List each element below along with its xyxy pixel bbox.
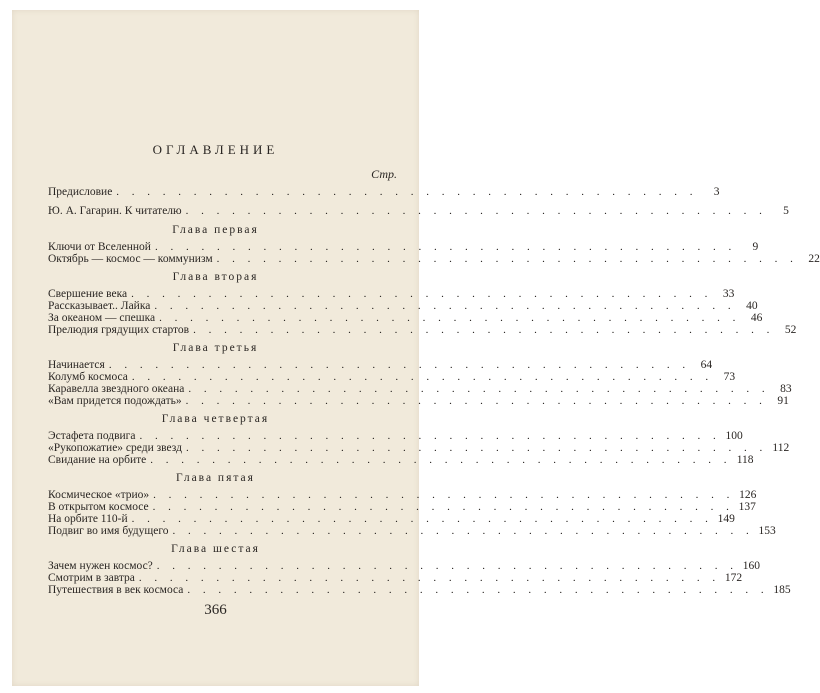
toc-entry-text: Прелюдия грядущих стартов xyxy=(48,324,190,336)
toc-entry xyxy=(48,395,789,408)
toc-entry-page: 33 xyxy=(722,288,735,300)
toc-entry-page: 5 xyxy=(783,205,789,217)
toc-entry-text: Эстафета подвига xyxy=(48,430,136,442)
leader-dots: . . . . . . . . . . . . . . . . . . . . . . . . . . . . . . . . . . . . . . xyxy=(216,253,798,265)
leader-dots: . . . . . . . . . . . . . . . . . . . . . . . . . . . . . . . . . . . . . . xyxy=(185,205,767,217)
toc-entry-page: 9 xyxy=(752,241,759,253)
page-column-header: Стр. xyxy=(371,167,397,181)
leader-dots: . . . . . . . . . . . . . . . . . . . . . . . . . . . . . . . . . . . . . . xyxy=(185,395,767,407)
chapter-heading: Глава вторая xyxy=(172,271,259,283)
leader-dots: . . . . . . . . . . . . . . . . . . . . . . . . . . . . . . . . . . . . . . xyxy=(152,501,734,513)
toc-entry-text: Свидание на орбите xyxy=(48,454,147,466)
toc-entry-page: 73 xyxy=(723,371,736,383)
toc-entry xyxy=(48,584,791,597)
toc-entry-page: 126 xyxy=(739,489,757,501)
toc-entry xyxy=(48,186,720,199)
chapter-heading: Глава четвертая xyxy=(161,413,270,425)
toc-entry-page: 112 xyxy=(772,442,790,454)
toc-entry-page: 22 xyxy=(808,253,820,265)
toc-entry-text: В открытом космосе xyxy=(48,501,149,513)
book-page xyxy=(12,10,820,686)
chapter-heading: Глава третья xyxy=(172,342,259,354)
toc-entry xyxy=(48,454,754,467)
toc-entry-text: На орбите 110-й xyxy=(48,513,128,525)
toc-entry-text: Зачем нужен космос? xyxy=(48,560,153,572)
leader-dots: . . . . . . . . . . . . . . . . . . . . . . . . . . . . . . . . . . . . . . xyxy=(172,525,754,537)
leader-dots: . . . . . . . . . . . . . . . . . . . . . . . . . . . . . . . . . . . . . . xyxy=(154,241,737,253)
toc-entry-text: Космическое «трио» xyxy=(48,489,150,501)
leader-dots: . . . . . . . . . . . . . . . . . . . . . . . . . . . . . . . . . . . . . . xyxy=(188,383,770,395)
leader-dots: . . . . . . . . . . . . . . . . . . . . . . . . . . . . . . . . . . . . . . xyxy=(187,584,769,596)
toc-entry-page: 83 xyxy=(780,383,792,395)
toc-entry-text: «Рукопожатие» среди звезд xyxy=(48,442,182,454)
toc-entry-text: Предисловие xyxy=(48,186,113,198)
toc-entry-page: 149 xyxy=(717,513,735,525)
chapter-heading: Глава пятая xyxy=(176,472,255,484)
toc-entry-text: Колумб космоса xyxy=(48,371,128,383)
toc-entry xyxy=(48,324,797,337)
toc-entry-page: 64 xyxy=(700,359,713,371)
chapter-heading: Глава шестая xyxy=(171,543,260,555)
toc-entry-page: 118 xyxy=(736,454,754,466)
leader-dots: . . . . . . . . . . . . . . . . . . . . . . . . . . . . . . . . . . . . . . xyxy=(159,312,741,324)
toc-entry-text: За океаном — спешка xyxy=(48,312,156,324)
leader-dots: . . . . . . . . . . . . . . . . . . . . . . . . . . . . . . . . . . . . . . xyxy=(138,572,721,584)
toc-entry xyxy=(48,205,789,218)
toc-entry xyxy=(48,525,776,538)
leader-dots: . . . . . . . . . . . . . . . . . . . . . . . . . . . . . . . . . . . . . . xyxy=(156,560,739,572)
leader-dots: . . . . . . . . . . . . . . . . . . . . . . . . . . . . . . . . . . . . . . xyxy=(153,489,735,501)
leader-dots: . . . . . . . . . . . . . . . . . . . . . . . . . . . . . . . . . . . . . . xyxy=(131,288,713,300)
chapter-heading: Глава первая xyxy=(172,224,259,236)
toc-entry-text: «Вам придется подождать» xyxy=(48,395,182,407)
toc-entry-page: 153 xyxy=(758,525,776,537)
leader-dots: . . . . . . . . . . . . . . . . . . . . . . . . . . . . . . . . . . . . . . xyxy=(116,186,698,198)
toc-entry-text: Путешествия в век космоса xyxy=(48,584,184,596)
toc-entry-page: 100 xyxy=(725,430,743,442)
toc-entry-text: Смотрим в завтра xyxy=(48,572,135,584)
page-number: 366 xyxy=(204,602,227,618)
leader-dots: . . . . . . . . . . . . . . . . . . . . . . . . . . . . . . . . . . . . . . xyxy=(150,454,732,466)
toc-entry-page: 3 xyxy=(713,186,720,198)
toc-entry-page: 137 xyxy=(738,501,756,513)
toc-entry-text: Ключи от Вселенной xyxy=(48,241,151,253)
toc-entry-text: Подвиг во имя будущего xyxy=(48,525,169,537)
toc-entry-page: 46 xyxy=(750,312,763,324)
toc-entry-text: Каравелла звездного океана xyxy=(48,383,185,395)
toc-entry-page: 52 xyxy=(784,324,797,336)
leader-dots: . . . . . . . . . . . . . . . . . . . . . . . . . . . . . . . . . . . . . . xyxy=(193,324,775,336)
toc-entry xyxy=(48,253,820,266)
toc-entry-page: 40 xyxy=(746,300,758,312)
toc-entry-text: Начинается xyxy=(48,359,105,371)
toc-entry-page: 172 xyxy=(724,572,743,584)
leader-dots: . . . . . . . . . . . . . . . . . . . . . . . . . . . . . . . . . . . . . . xyxy=(139,430,721,442)
toc-entry-page: 91 xyxy=(777,395,789,407)
toc-entry-text: Октябрь — космос — коммунизм xyxy=(48,253,213,265)
leader-dots: . . . . . . . . . . . . . . . . . . . . . . . . . . . . . . . . . . . . . . xyxy=(108,359,691,371)
toc-entry-text: Ю. А. Гагарин. К читателю xyxy=(48,205,182,217)
leader-dots: . . . . . . . . . . . . . . . . . . . . . . . . . . . . . . . . . . . . . . xyxy=(185,442,768,454)
toc-entry-page: 185 xyxy=(773,584,791,596)
toc-entry-text: Свершение века xyxy=(48,288,128,300)
leader-dots: . . . . . . . . . . . . . . . . . . . . . . . . . . . . . . . . . . . . . . xyxy=(131,513,713,525)
toc-entry-text: Рассказывает.. Лайка xyxy=(48,300,151,312)
toc-entry-page: 160 xyxy=(742,560,761,572)
leader-dots: . . . . . . . . . . . . . . . . . . . . . . . . . . . . . . . . . . . . . . xyxy=(131,371,714,383)
leader-dots: . . . . . . . . . . . . . . . . . . . . . . . . . . . . . . . . . . . . . . xyxy=(154,300,736,312)
toc-title: ОГЛАВЛЕНИЕ xyxy=(152,142,279,157)
